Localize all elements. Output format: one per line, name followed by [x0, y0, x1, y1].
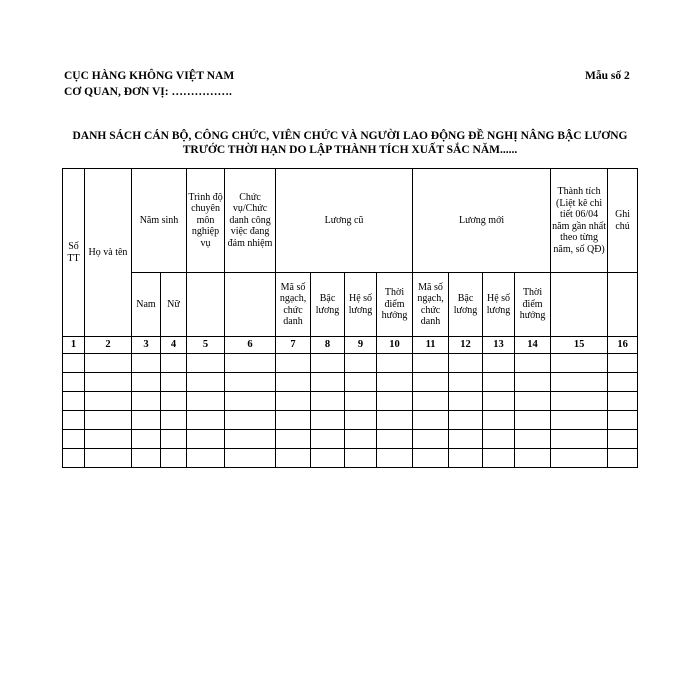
header-new-salary: Lương mới [413, 169, 551, 273]
table-cell [551, 392, 608, 411]
column-number: 8 [311, 337, 345, 354]
table-row [63, 392, 638, 411]
table-cell [161, 354, 187, 373]
table-cell [413, 392, 449, 411]
column-number: 1 [63, 337, 85, 354]
column-number: 12 [449, 337, 483, 354]
table-cell [345, 354, 377, 373]
organization-name: CỤC HÀNG KHÔNG VIỆT NAM [64, 70, 235, 82]
table-cell [311, 392, 345, 411]
table-cell [85, 430, 132, 449]
table-cell [608, 354, 638, 373]
table-cell [377, 411, 413, 430]
table-cell [608, 411, 638, 430]
header-new-time: Thời điểm hưởng [515, 273, 551, 337]
header-old-salary: Lương cũ [276, 169, 413, 273]
table-cell [63, 449, 85, 468]
table-row [63, 411, 638, 430]
table-cell [483, 354, 515, 373]
table-cell [377, 392, 413, 411]
header-new-coef: Hệ số lương [483, 273, 515, 337]
column-number: 5 [187, 337, 225, 354]
table-cell [608, 449, 638, 468]
table-cell [483, 392, 515, 411]
table-cell [187, 430, 225, 449]
table-cell [276, 411, 311, 430]
header-achievement: Thành tích (Liệt kê chi tiết 06/04 năm gần nhất theo từng năm, số QĐ) [551, 169, 608, 273]
table-cell [225, 411, 276, 430]
header-old-time: Thời điểm hưởng [377, 273, 413, 337]
table-cell [85, 411, 132, 430]
table-cell [515, 392, 551, 411]
table-cell [311, 430, 345, 449]
column-number: 11 [413, 337, 449, 354]
table-cell [132, 392, 161, 411]
table-cell [515, 411, 551, 430]
table-cell [449, 354, 483, 373]
table-cell [161, 373, 187, 392]
table-cell [515, 354, 551, 373]
table-cell [449, 430, 483, 449]
table-cell [311, 354, 345, 373]
header-note: Ghi chú [608, 169, 638, 273]
table-cell [345, 411, 377, 430]
table-cell [413, 430, 449, 449]
header-position-blank [225, 273, 276, 337]
document-title-line-1: DANH SÁCH CÁN BỘ, CÔNG CHỨC, VIÊN CHỨC VÀ NGƯỜI LAO ĐỘNG ĐỀ NGHỊ NÂNG BẬC LƯƠNG [72, 130, 628, 142]
table-cell [63, 354, 85, 373]
column-number: 14 [515, 337, 551, 354]
table-cell [85, 354, 132, 373]
table-cell [276, 430, 311, 449]
table-cell [311, 373, 345, 392]
table-row [63, 430, 638, 449]
table-cell [413, 449, 449, 468]
table-cell [551, 354, 608, 373]
header-female: Nữ [161, 273, 187, 337]
table-cell [225, 449, 276, 468]
table-cell [345, 430, 377, 449]
column-number: 6 [225, 337, 276, 354]
table-cell [311, 449, 345, 468]
table-cell [187, 373, 225, 392]
table-cell [63, 373, 85, 392]
table-cell [551, 411, 608, 430]
table-cell [187, 449, 225, 468]
header-stt: Số TT [63, 169, 85, 337]
table-cell [377, 449, 413, 468]
header-name: Họ và tên [85, 169, 132, 337]
header-new-code: Mã số ngạch, chức danh [413, 273, 449, 337]
table-cell [187, 354, 225, 373]
table-cell [225, 392, 276, 411]
table-cell [85, 373, 132, 392]
header-old-coef: Hệ số lương [345, 273, 377, 337]
table-cell [608, 392, 638, 411]
table-cell [63, 430, 85, 449]
header-birth-year: Năm sinh [132, 169, 187, 273]
header-note-blank [608, 273, 638, 337]
table-cell [225, 430, 276, 449]
header-old-code: Mã số ngạch, chức danh [276, 273, 311, 337]
table-cell [608, 373, 638, 392]
table-cell [276, 449, 311, 468]
table-cell [132, 430, 161, 449]
table-cell [483, 449, 515, 468]
table-cell [608, 430, 638, 449]
column-number: 15 [551, 337, 608, 354]
table-cell [413, 373, 449, 392]
table-cell [345, 392, 377, 411]
table-cell [449, 449, 483, 468]
table-cell [449, 411, 483, 430]
table-cell [161, 449, 187, 468]
table-cell [161, 392, 187, 411]
table-cell [515, 373, 551, 392]
salary-list-table [62, 168, 638, 468]
header-achievement-blank [551, 273, 608, 337]
table-cell [515, 430, 551, 449]
table-cell [161, 430, 187, 449]
table-cell [483, 373, 515, 392]
table-cell [276, 392, 311, 411]
table-cell [551, 373, 608, 392]
table-cell [551, 449, 608, 468]
table-cell [187, 411, 225, 430]
table-cell [311, 411, 345, 430]
table-cell [63, 392, 85, 411]
column-number: 16 [608, 337, 638, 354]
table-cell [551, 430, 608, 449]
header-new-grade: Bậc lương [449, 273, 483, 337]
table-cell [377, 354, 413, 373]
unit-name: CƠ QUAN, ĐƠN VỊ: ……………. [64, 86, 232, 98]
table-cell [63, 411, 85, 430]
column-number: 3 [132, 337, 161, 354]
table-cell [377, 430, 413, 449]
table-row [63, 449, 638, 468]
table-cell [187, 392, 225, 411]
table-cell [345, 449, 377, 468]
column-number: 4 [161, 337, 187, 354]
column-number: 10 [377, 337, 413, 354]
table-cell [132, 411, 161, 430]
header-position: Chức vụ/Chức danh công việc đang đảm nhiệm [225, 169, 276, 273]
table-cell [413, 411, 449, 430]
table-cell [132, 449, 161, 468]
table-cell [85, 392, 132, 411]
table-cell [85, 449, 132, 468]
header-education: Trình độ chuyên môn nghiệp vụ [187, 169, 225, 273]
table-row [63, 354, 638, 373]
table-cell [449, 373, 483, 392]
table-row [63, 373, 638, 392]
column-number: 9 [345, 337, 377, 354]
header-male: Nam [132, 273, 161, 337]
header-old-grade: Bậc lương [311, 273, 345, 337]
table-cell [515, 449, 551, 468]
table-cell [276, 354, 311, 373]
column-number: 13 [483, 337, 515, 354]
column-number: 2 [85, 337, 132, 354]
column-number: 7 [276, 337, 311, 354]
table-cell [377, 373, 413, 392]
table-cell [161, 411, 187, 430]
table-cell [483, 411, 515, 430]
table-cell [225, 373, 276, 392]
header-education-blank [187, 273, 225, 337]
table-cell [449, 392, 483, 411]
table-cell [132, 354, 161, 373]
table-cell [345, 373, 377, 392]
table-cell [225, 354, 276, 373]
table-cell [483, 430, 515, 449]
column-number-row [63, 337, 638, 354]
table-cell [276, 373, 311, 392]
table-cell [413, 354, 449, 373]
form-number: Mẫu số 2 [585, 70, 630, 82]
table-cell [132, 373, 161, 392]
document-title-line-2: TRƯỚC THỜI HẠN DO LẬP THÀNH TÍCH XUẤT SẮC NĂM...... [182, 144, 518, 156]
